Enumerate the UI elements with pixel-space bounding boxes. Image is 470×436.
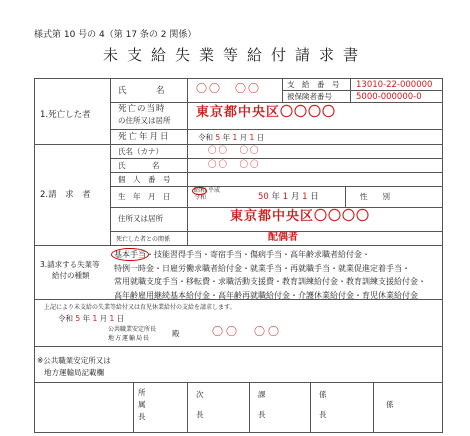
stamp-kakari: 係 xyxy=(386,400,394,409)
insured-no-label: 被保険者番号 xyxy=(287,92,332,101)
birth-date-label: 生 年 月 日 xyxy=(118,192,171,201)
deceased-address-label-1: 死亡の当時 xyxy=(118,104,166,114)
form-number: 様式第 10 号の 4（第 17 条の 2 関係） xyxy=(34,30,197,40)
stamp-shozoku-top: 所 xyxy=(138,388,146,397)
stamp-kakaricho-top: 係 xyxy=(319,390,327,399)
office-use-label-1: ※公共職業安定所又は xyxy=(37,356,111,365)
addressee-1: 公共職業安定所長 xyxy=(108,326,157,333)
relation-label: 死亡した者との関係 xyxy=(116,236,171,243)
era-heisei: 平成 xyxy=(207,187,220,194)
stamp-jicho-bot: 長 xyxy=(196,410,204,419)
personal-no-label: 個 人 番 号 xyxy=(118,175,171,184)
stamp-kacho-top: 課 xyxy=(258,390,266,399)
kana-label: 氏名（カナ） xyxy=(118,147,163,156)
benefits-label-2: 給付の種類 xyxy=(52,271,90,280)
benefit-selected[interactable]: 基本手当 xyxy=(114,250,146,259)
deceased-name-label: 氏 名 xyxy=(118,86,166,96)
payment-no-value[interactable]: 13010-22-000000 xyxy=(356,80,433,90)
payment-no-label: 支 給 番 号 xyxy=(287,80,340,89)
death-date-label: 死亡年月日 xyxy=(118,132,171,142)
relation-value[interactable]: 配偶者 xyxy=(268,232,298,243)
era-reiwa: 令和 xyxy=(194,194,207,201)
benefits-list: 基本手当・技能習得手当・寄宿手当・傷病手当・高年齢求職者給付金・ 特例一時金・日雇労働求職者給付金・就業手当・再就職手当・就業促進定着手当・ 常用就職支度手当・移転費・求職活動支援費・教育訓練給付金・教育訓練支援給付金・ 高年齢雇用継続基本給付金・高年齢再就職給付金・介護休業給付金・育児休業給付金 xyxy=(114,250,426,300)
deceased-address-value[interactable]: 東京都中央区〇〇〇〇 xyxy=(196,105,337,120)
claimant-address-label: 住所又は居所 xyxy=(118,214,163,223)
claimant-section-label: 2.請 求 者 xyxy=(40,190,91,200)
selected-era-circle xyxy=(192,187,207,195)
benefits-label-1: 3.請求する失業等 xyxy=(40,260,100,269)
kana-value[interactable]: 〇〇 〇〇 xyxy=(208,146,261,156)
addressee-suffix: 殿 xyxy=(172,329,180,338)
gender-label: 性 別 xyxy=(360,192,390,201)
death-date[interactable]: 令和 5 年 1 月 1 日 xyxy=(198,133,265,142)
stamp-kacho-bot: 長 xyxy=(258,410,266,419)
deceased-address-label-2: の住所又は居所 xyxy=(118,116,171,125)
claimant-address-value[interactable]: 東京都中央区〇〇〇〇 xyxy=(230,209,371,224)
era-showa: 昭和 xyxy=(194,187,207,194)
claimant-name-label: 氏 名 xyxy=(118,161,161,170)
addressee-2: 地方運輸局長 xyxy=(108,335,151,342)
signature-value[interactable]: 〇〇 〇〇 xyxy=(212,325,282,338)
deceased-section-label: 1.死亡した者 xyxy=(40,110,91,120)
birth-date-value[interactable]: 50 年 1 月 1 日 xyxy=(258,192,319,202)
office-use-label-2: 地方運輸局記載欄 xyxy=(44,368,104,377)
declaration-text: 上記により未支給の失業等給付又は育児休業給付の支給を請求します。 xyxy=(44,304,236,311)
benefit-circle xyxy=(111,248,149,261)
deceased-name-value[interactable]: 〇〇 〇〇 xyxy=(196,82,261,95)
stamp-kakaricho-bot: 長 xyxy=(319,410,327,419)
stamp-shozoku-mid: 属 xyxy=(138,400,146,409)
insured-no-value[interactable]: 5000-000000-0 xyxy=(356,92,422,102)
stamp-jicho-top: 次 xyxy=(196,390,204,399)
stamp-shozoku-bot: 長 xyxy=(138,412,146,421)
declaration-date[interactable]: 令和 5 年 1 月 1 日 xyxy=(58,314,125,323)
claimant-name-value[interactable]: 〇〇 〇〇 xyxy=(208,160,261,170)
page-title: 未支給失業等給付請求書 xyxy=(102,46,367,64)
